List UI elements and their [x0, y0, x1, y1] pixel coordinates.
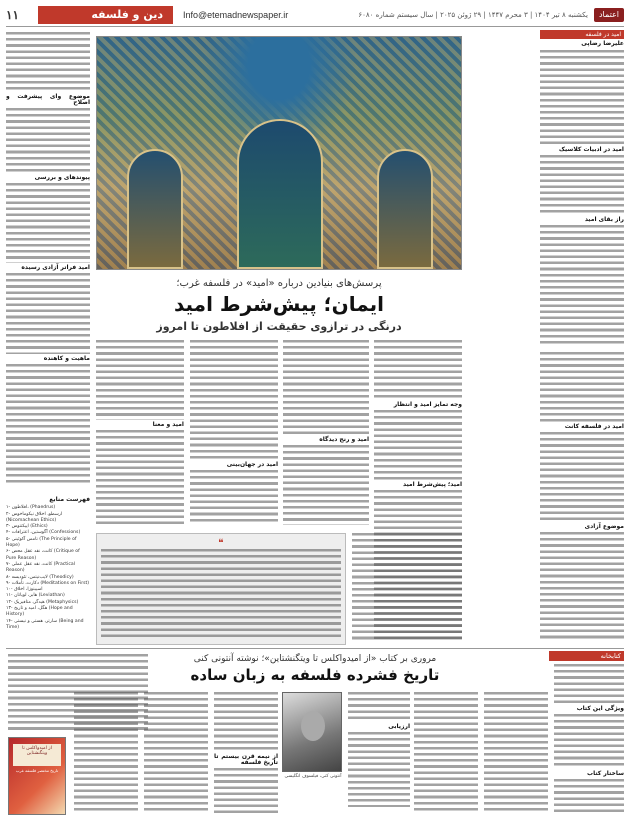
subhead: امید در جهان‌بینی	[226, 461, 278, 468]
dateline: یکشنبه ۸ تیر ۱۴۰۴ | ۳ محرم ۱۴۴۷ | ۲۹ ژوئن ۲۰۲۵ | سال سیستم شماره ۶۰۸۰	[358, 11, 588, 19]
bottom-column-8	[8, 654, 148, 732]
quote-icon: ❝	[218, 538, 224, 549]
bottom-column-5	[214, 692, 278, 814]
subhead: امید و رنج دیدگاه	[319, 436, 369, 443]
bibliography-item: ۱۴- سارتر، هستی و نیستی (Being and Time)	[6, 618, 84, 630]
pull-quote-text	[101, 549, 341, 639]
subhead: ماهیت و کاهنده	[43, 355, 90, 362]
subhead: امید و معنا	[152, 421, 184, 428]
subhead: امید در فلسفه کانت	[564, 423, 624, 430]
section-title[interactable]: دین و فلسفه	[38, 6, 173, 24]
author-name: علیرضا رضاپی	[581, 40, 624, 47]
subhead: وجه تمایز امید و انتظار	[393, 401, 462, 408]
story-kicker: پرسش‌های بنیادین درباره «امید» در فلسفه غرب؛	[176, 278, 382, 289]
bibliography	[6, 495, 90, 631]
bottom-headline[interactable]: تاریخ فشرده فلسفه به زبان ساده	[190, 666, 440, 684]
subhead: راز بقای امید	[584, 216, 624, 224]
subhead: ویژگی این کتاب	[576, 705, 624, 712]
body-column-4	[96, 340, 184, 530]
bottom-story-tag: کتابخانه	[549, 651, 624, 661]
arch-right	[377, 149, 433, 269]
story-subtitle: درنگی در ترازوی حقیقت از افلاطون تا امروز	[156, 320, 402, 333]
bibliography-item: ۴- آگوستین، اعترافات (Confessions)	[6, 530, 81, 536]
subhead: پیوندهای و بررسی	[34, 174, 90, 182]
bottom-kicker: مروری بر کتاب «از امیدواکلس تا ویتگنشتاین»؛ نوشته آنتونی کنی	[193, 654, 437, 664]
subhead: موضوع آزادی	[584, 523, 624, 531]
subhead: امید در ادبیات کلاسیک	[558, 146, 624, 153]
bibliography-item: ۵- تامس آکوئینی (The Principle of Hope)	[6, 536, 77, 549]
body-column-2	[283, 340, 369, 530]
subhead: ساختار کتاب	[587, 770, 624, 778]
right-column-text-lower	[540, 352, 624, 642]
bibliography-item: ۱۲- هیدگر، متافیزیک (Metaphysics)	[6, 599, 79, 605]
pull-quote-box	[96, 533, 346, 645]
bibliography-item: ۱۰- اسپینوزا، اخلاق	[6, 587, 43, 593]
story-headline[interactable]: ایمان؛ پیش‌شرط امید	[173, 292, 385, 316]
left-column-text-mid	[6, 334, 90, 489]
portrait-face	[301, 711, 325, 741]
subhead: از نیمه قرن بیستم تا تاریخ فلسفه	[214, 753, 278, 767]
bibliography-item: ۲- ارسطو، اخلاق نیکوماخوس (Nicomachean Ethics)	[6, 511, 63, 523]
body-column-5	[352, 533, 462, 643]
bibliography-item: ۱۳- هگل، امید و تاریخ (Hope and History)	[6, 606, 73, 618]
body-column-3	[190, 340, 278, 530]
bottom-column-3	[414, 692, 478, 814]
email-link[interactable]: Info@etemadnewspaper.ir	[183, 10, 289, 20]
hero-photo-mosque-interior	[96, 36, 462, 270]
header-divider	[6, 26, 624, 27]
bibliography-item: ۱۱- هابز، لویاتان (Leviathan)	[6, 593, 65, 599]
subhead: امید؛ پیش‌شرط امید	[403, 481, 462, 489]
bibliography-item: ۷- کانت، نقد عقل عملی (Practical Reason)	[6, 561, 76, 574]
book-subtitle: تاریخ مختصر فلسفه غرب	[15, 768, 59, 773]
page-number: ۱۱	[6, 8, 19, 22]
left-column-text	[6, 32, 90, 332]
bibliography-item: ۳- اپیکتتوس (Ethics)	[6, 524, 48, 530]
story-tag: امید در فلسفه	[540, 30, 624, 39]
bibliography-item: ۸- لایب‌نیتس، تئودیسه (Theodicy)	[6, 574, 74, 580]
photo-caption: آنتونی کنی، فیلسوف انگلیسی	[284, 774, 342, 779]
bibliography-item: ۶- کانت، نقد عقل محض (Critique of Pure Reason)	[6, 549, 80, 561]
arch-left	[127, 149, 183, 269]
subhead: ارزیابی	[388, 723, 410, 730]
section-divider	[6, 648, 624, 649]
bottom-column-1	[554, 664, 624, 814]
author-portrait-photo	[282, 692, 342, 772]
subhead: امید فراتر آزادی رسیده	[21, 264, 90, 272]
right-column-text	[540, 50, 624, 350]
book-cover-image	[8, 737, 66, 815]
bibliography-item: ۹- دکارت، تأملات (Meditations on First)	[6, 580, 90, 586]
newspaper-logo: اعتماد	[594, 8, 624, 22]
bottom-column-6	[144, 692, 208, 814]
masthead	[6, 6, 624, 24]
book-title: از امیدواکلس تا ویتگنشتاین	[22, 746, 52, 756]
bibliography-item: ۱- افلاطون، (Phaedrus)	[6, 505, 56, 511]
bottom-column-4	[348, 692, 410, 814]
subhead: موضوع و‌ای پیشرفت و اصلاح	[6, 93, 90, 107]
bibliography-title: فهرست منابع	[49, 496, 90, 503]
bottom-column-2	[484, 692, 548, 814]
arch-center	[237, 119, 323, 269]
